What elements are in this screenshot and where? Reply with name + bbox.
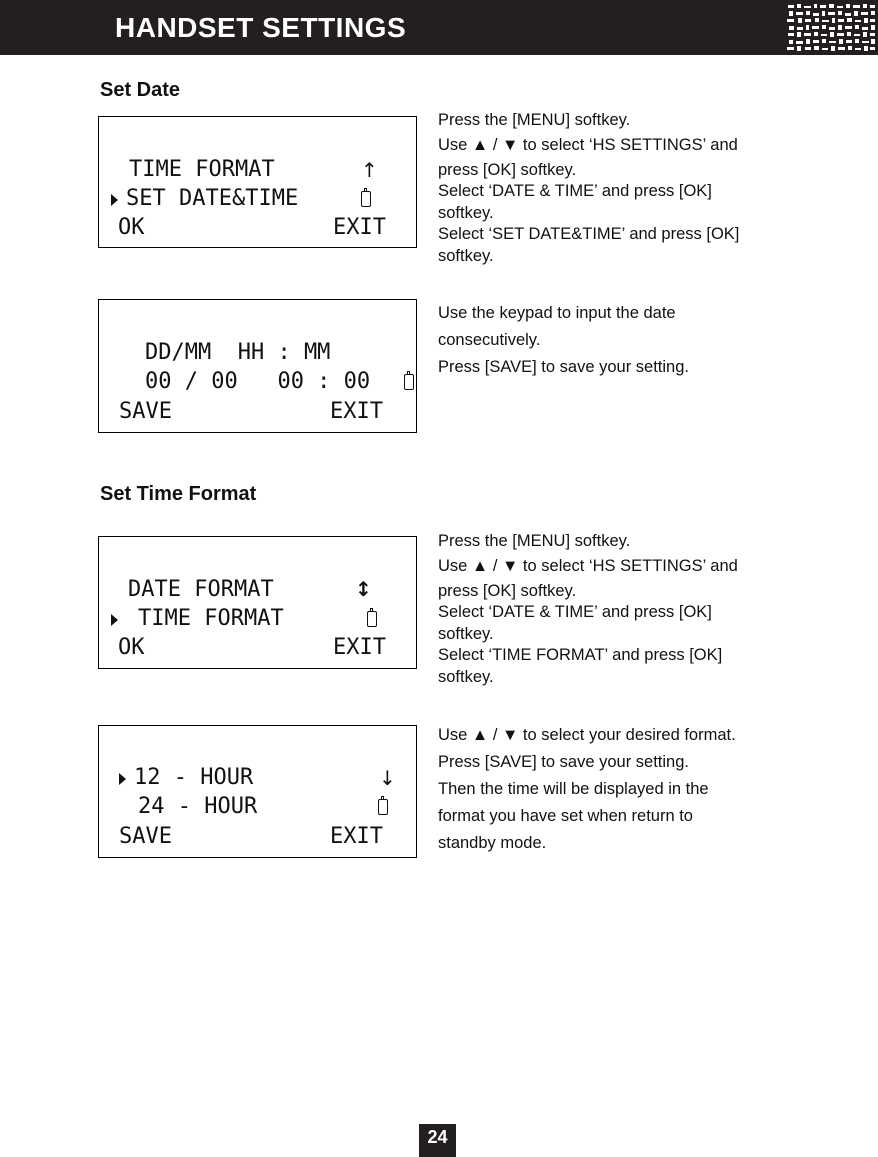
exit-softkey: EXIT — [333, 215, 386, 240]
exit-softkey: EXIT — [330, 824, 383, 849]
instruction-line: standby mode. — [438, 834, 547, 852]
selection-pointer-icon — [119, 773, 126, 785]
battery-icon — [378, 799, 388, 815]
ok-softkey: OK — [118, 215, 145, 240]
date-format-label: DD/MM HH : MM — [145, 340, 331, 365]
instruction-line: softkey. — [438, 246, 494, 265]
menu-item-time-format: TIME FORMAT — [129, 157, 275, 182]
instruction-line: Press the [MENU] softkey. — [438, 532, 631, 550]
instruction-line: Select ‘DATE & TIME’ and press [OK] — [438, 603, 712, 621]
instructions-hour-select — [438, 722, 798, 857]
option-12-hour: 12 - HOUR — [134, 765, 254, 790]
instruction-line: press [OK] softkey. — [438, 582, 577, 600]
down-arrow-icon: ↓ — [379, 766, 396, 790]
battery-icon — [404, 374, 414, 390]
instruction-line: Select ‘DATE & TIME’ and press [OK] — [438, 182, 712, 200]
lcd-screen-date-input — [98, 299, 417, 433]
decorative-pattern-icon — [786, 2, 876, 53]
instruction-line: Use ▲ / ▼ to select ‘HS SETTINGS’ and — [438, 136, 738, 154]
instruction-line: press [OK] softkey. — [438, 161, 577, 179]
page-number: 24 — [419, 1124, 456, 1157]
instruction-line: Use the keypad to input the date — [438, 304, 676, 322]
save-softkey: SAVE — [119, 399, 172, 424]
lcd-screen-hour-select — [98, 725, 417, 858]
instruction-line: Use ▲ / ▼ to select ‘HS SETTINGS’ and — [438, 557, 738, 575]
menu-item-date-format: DATE FORMAT — [128, 577, 274, 602]
battery-icon — [361, 191, 371, 207]
instruction-line: softkey. — [438, 667, 494, 686]
menu-item-time-format: TIME FORMAT — [138, 606, 284, 631]
section-title-set-time-format: Set Time Format — [100, 483, 257, 505]
section-title-set-date: Set Date — [100, 79, 181, 101]
up-arrow-icon: ↑ — [361, 158, 378, 182]
instruction-line: softkey. — [438, 624, 494, 643]
instructions-date-input — [438, 300, 798, 381]
selection-pointer-icon — [111, 614, 118, 626]
date-time-value: 00 / 00 00 : 00 — [145, 369, 371, 394]
lcd-screen-time-format-menu — [98, 536, 417, 669]
instruction-line: Then the time will be displayed in the — [438, 780, 709, 798]
up-down-arrow-icon: ↕ — [355, 577, 372, 601]
instructions-set-date-menu — [438, 108, 798, 267]
instruction-line: Select ‘SET DATE&TIME’ and press [OK] — [438, 225, 740, 243]
instruction-line: Press [SAVE] to save your setting. — [438, 358, 689, 376]
option-24-hour: 24 - HOUR — [138, 794, 258, 819]
lcd-screen-set-date-menu — [98, 116, 417, 248]
battery-icon — [367, 611, 377, 627]
instruction-line: Press the [MENU] softkey. — [438, 111, 631, 129]
instruction-line: consecutively. — [438, 331, 541, 349]
instruction-line: Press [SAVE] to save your setting. — [438, 753, 689, 771]
ok-softkey: OK — [118, 635, 145, 660]
instruction-line: Use ▲ / ▼ to select your desired format. — [438, 726, 736, 744]
instructions-time-format-menu — [438, 529, 798, 688]
instruction-line: format you have set when return to — [438, 807, 693, 825]
exit-softkey: EXIT — [333, 635, 386, 660]
selection-pointer-icon — [111, 194, 118, 206]
page-title: HANDSET SETTINGS — [115, 12, 407, 43]
menu-item-set-date-time: SET DATE&TIME — [126, 186, 299, 211]
save-softkey: SAVE — [119, 824, 172, 849]
instruction-line: softkey. — [438, 203, 494, 222]
instruction-line: Select ‘TIME FORMAT’ and press [OK] — [438, 646, 723, 664]
exit-softkey: EXIT — [330, 399, 383, 424]
